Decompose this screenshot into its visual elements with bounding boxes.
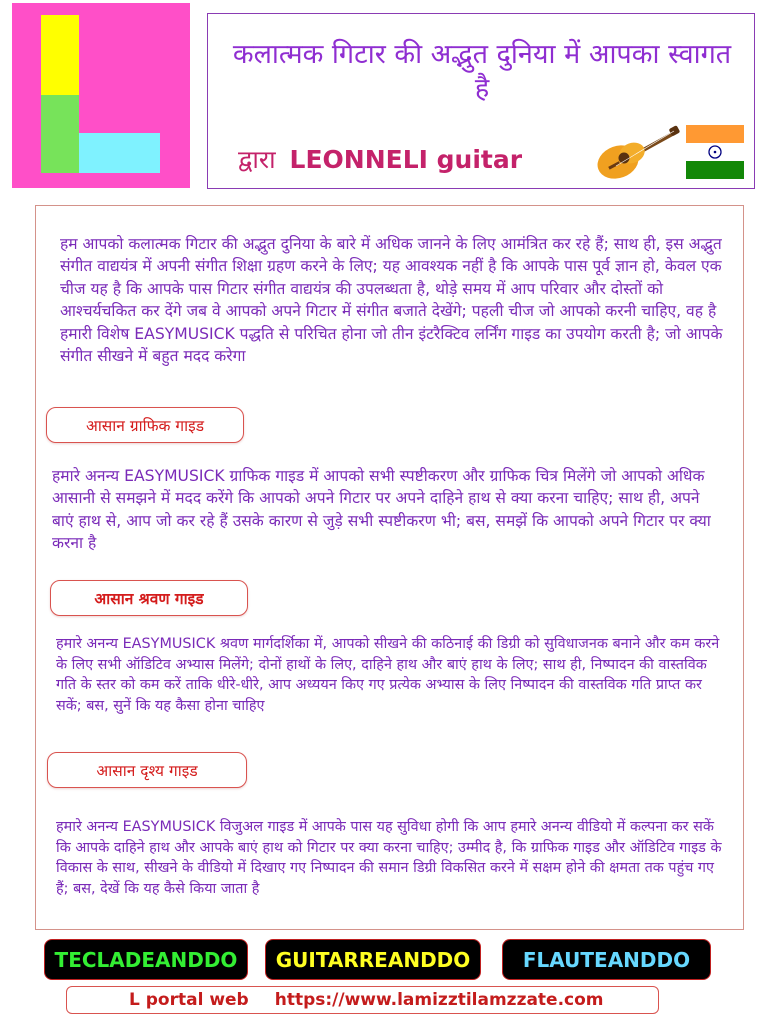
logo-yellow-block [41,15,79,95]
page-title: कलात्मक गिटार की अद्भुत दुनिया में आपका स्वागत है [232,39,732,104]
india-flag-icon [686,125,744,179]
content-box [35,205,744,930]
tecladeanddo-button[interactable]: TECLADEANDDO [44,939,248,980]
logo-cyan-block [79,133,160,173]
portal-url-link[interactable]: https://www.lamizztilamzzate.com [274,990,604,1010]
graphic-guide-heading: आसान ग्राफिक गाइड [46,407,244,443]
portal-link-bar[interactable] [66,986,659,1014]
flauteanddo-button[interactable]: FLAUTEANDDO [502,939,711,980]
l-logo-icon [12,3,190,188]
brand-name: LEONNELI guitar [289,145,523,174]
audio-guide-heading: आसान श्रवण गाइड [50,580,248,616]
visual-guide-text: हमारे अनन्य EASYMUSICK विजुअल गाइड में आपके पास यह सुविधा होगी कि आप हमारे अनन्य वीडियो में कल्पना कर सकें कि आपके दाहिने हाथ और आपके बाएं हाथ को गिटार पर क्या करना चाहिए; उम्मीद है, कि ग्राफिक गाइड और ऑडिटिव गाइड के विकास के साथ, सीखने के वीडियो में दिखाए गए निष्पादन की समान डिग्री विकसित करने में सक्षम होने की क्षमता तक पहुंच गए हैं; बस, देखें कि यह कैसे किया जाता है [56,819,722,897]
graphic-guide-text: हमारे अनन्य EASYMUSICK ग्राफिक गाइड में आपको सभी स्पष्टीकरण और ग्राफिक चित्र मिलेंगे जो आपको अधिक आसानी से समझने में मदद करेंगे कि आपको अपने गिटार पर अपने दाहिने हाथ से क्या करना चाहिए; साथ ही, अपने बाएं हाथ से, आप जो कर रहे हैं उसके कारण से जुड़े सभी स्पष्टीकरण भी; बस, समझें कि आपको अपने गिटार पर क्या करना है [52,467,711,553]
header-box [207,13,755,189]
guitar-icon [596,124,680,180]
visual-guide-heading: आसान दृश्य गाइड [47,752,247,788]
by-line [238,142,522,176]
intro-paragraph: हम आपको कलात्मक गिटार की अद्भुत दुनिया के बारे में अधिक जानने के लिए आमंत्रित कर रहे हैं; साथ ही, इस अद्भुत संगीत वाद्ययंत्र में अपनी संगीत शिक्षा ग्रहण करने के लिए; यह आवश्यक नहीं है कि आपके पास पूर्व ज्ञान हो, केवल एक चीज यह है कि आपके पास गिटार संगीत वाद्ययंत्र की उपलब्धता है, थोड़े समय में आप परिवार और दोस्तों को आश्चर्यचकित कर देंगे जब वे आपको अपने गिटार में संगीत बजाते देखेंगे; पहली चीज जो आपको करनी चाहिए, वह है हमारी विशेष EASYMUSICK पद्धति से परिचित होना जो तीन इंटरैक्टिव लर्निंग गाइड का उपयोग करती है; जो आपके संगीत सीखने में बहुत मदद करेगा [60,235,723,366]
audio-guide-text: हमारे अनन्य EASYMUSICK श्रवण मार्गदर्शिका में, आपको सीखने की कठिनाई की डिग्री को सुविधाजनक बनाने और कम करने के लिए सभी ऑडिटिव अभ्यास मिलेंगे; दोनों हाथों के लिए, दाहिने हाथ और बाएं हाथ के लिए; साथ ही, निष्पादन की वास्तविक गति के स्तर को कम करें ताकि धीरे-धीरे, आप अध्ययन किए गए प्रत्येक अभ्यास के लिए निष्पादन की वास्तविक गति प्राप्त कर सकें; बस, सुनें कि यह कैसा होना चाहिए [56,636,720,714]
logo-green-block [41,95,79,173]
guitarreanddo-button[interactable]: GUITARREANDDO [265,939,481,980]
by-prefix: द्वारा [238,145,276,174]
portal-label: L portal web [129,990,249,1010]
